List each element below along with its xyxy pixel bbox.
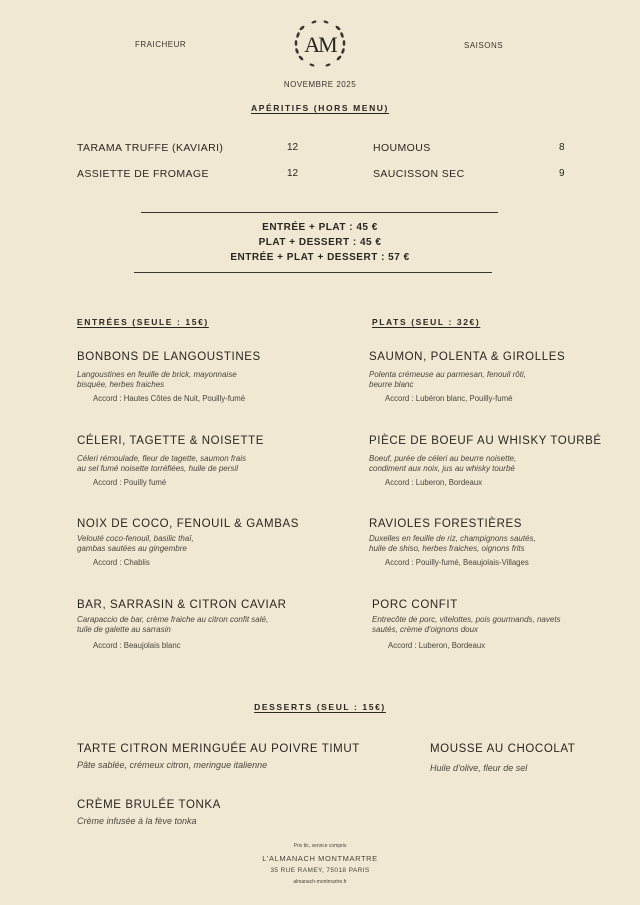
formula-line: ENTRÉE + PLAT + DESSERT : 57 € — [230, 252, 410, 263]
plats-title: PLATS (SEUL : 32€) — [372, 317, 481, 327]
plat-desc: beurre blanc — [369, 380, 414, 389]
entree-name: CÉLERI, TAGETTE & NOISETTE — [77, 435, 265, 447]
entree-desc: Céleri rémoulade, fleur de tagette, saumon frais — [77, 454, 246, 463]
dessert-desc: Pâte sablée, crémeux citron, meringue italienne — [77, 760, 268, 770]
aperitifs-title: APÉRITIFS (HORS MENU) — [251, 103, 389, 113]
plat-desc: Polenta crémeuse au parmesan, fenouil rôti, — [369, 370, 526, 379]
dessert-desc: Huile d'olive, fleur de sel — [430, 763, 528, 773]
plat-accord: Accord : Lubéron blanc, Pouilly-fumé — [385, 394, 513, 403]
entree-desc: Carapaccio de bar, crème fraiche au citron confit salé, — [77, 615, 269, 624]
menu-date: NOVEMBRE 2025 — [283, 80, 357, 89]
desserts-title: DESSERTS (SEUL : 15€) — [254, 702, 386, 712]
entree-name: NOIX DE COCO, FENOUIL & GAMBAS — [77, 518, 300, 530]
entree-name: BONBONS DE LANGOUSTINES — [77, 351, 261, 363]
footer-note: Prix ttc, service compris — [293, 843, 347, 849]
header-left-word: FRAICHEUR — [135, 40, 187, 49]
plat-desc: Entrecôte de porc, vitelottes, pois gourmands, navets — [372, 615, 561, 624]
entree-accord: Accord : Pouilly fumé — [93, 478, 167, 487]
entree-desc: tuile de galette au sarrasin — [77, 625, 171, 634]
aperitif-name: SAUCISSON SEC — [373, 168, 465, 180]
entree-desc: Velouté coco-fenouil, basilic thaï, — [77, 534, 194, 543]
entree-name: BAR, SARRASIN & CITRON CAVIAR — [77, 599, 287, 611]
aperitif-price: 12 — [287, 168, 299, 179]
header-right-word: SAISONS — [464, 41, 504, 50]
monogram-letters: AM — [304, 32, 336, 57]
plat-name: RAVIOLES FORESTIÈRES — [369, 518, 523, 530]
aperitif-name: HOUMOUS — [373, 142, 431, 154]
entree-accord: Accord : Chablis — [93, 558, 150, 567]
aperitif-price: 9 — [559, 168, 565, 179]
aperitif-price: 8 — [559, 142, 565, 153]
monogram-logo — [290, 16, 350, 74]
entree-desc: au sel fumé noisette torréfiées, huile de persil — [77, 464, 238, 473]
plat-desc: Duxelles en feuille de riz, champignons sautés, — [369, 534, 536, 543]
divider-top — [141, 212, 498, 213]
entree-desc: bisquée, herbes fraiches — [77, 380, 165, 389]
dessert-name: TARTE CITRON MERINGUÉE AU POIVRE TIMUT — [77, 743, 360, 755]
footer-website: almanach-montmartre.fr — [293, 879, 347, 885]
entree-accord: Accord : Beaujolais blanc — [93, 641, 181, 650]
entree-desc: gambas sautées au gingembre — [77, 544, 187, 553]
aperitif-price: 12 — [287, 142, 299, 153]
formula-line: PLAT + DESSERT : 45 € — [258, 237, 382, 248]
plat-desc: Boeuf, purée de céleri au beurre noisette, — [369, 454, 517, 463]
plat-desc: condiment aux noix, jus au whisky tourbé — [369, 464, 515, 473]
dessert-name: MOUSSE AU CHOCOLAT — [430, 743, 576, 755]
plat-desc: sautés, crème d'oignons doux — [372, 625, 479, 634]
plat-accord: Accord : Luberon, Bordeaux — [388, 641, 486, 650]
dessert-desc: Crème infusée à la fève tonka — [77, 816, 197, 826]
aperitif-name: ASSIETTE DE FROMAGE — [77, 168, 209, 180]
footer-address: 35 RUE RAMEY, 75018 PARIS — [270, 867, 370, 874]
dessert-name: CRÈME BRULÉE TONKA — [77, 799, 221, 811]
plat-name: PORC CONFIT — [372, 599, 458, 611]
entrees-title: ENTRÉES (SEULE : 15€) — [77, 317, 209, 327]
plat-desc: huile de shiso, herbes fraiches, oignons frits — [369, 544, 525, 553]
entree-accord: Accord : Hautes Côtes de Nuit, Pouilly-fumé — [93, 394, 246, 403]
aperitif-name: TARAMA TRUFFE (KAVIARI) — [77, 142, 224, 154]
footer-restaurant-name: L'ALMANACH MONTMARTRE — [262, 854, 378, 863]
entree-desc: Langoustines en feuille de brick, mayonnaise — [77, 370, 237, 379]
plat-name: PIÈCE DE BOEUF AU WHISKY TOURBÉ — [369, 435, 602, 447]
plat-accord: Accord : Luberon, Bordeaux — [385, 478, 483, 487]
formula-line: ENTRÉE + PLAT : 45 € — [262, 222, 378, 233]
plat-name: SAUMON, POLENTA & GIROLLES — [369, 351, 566, 363]
divider-bottom — [134, 272, 492, 273]
plat-accord: Accord : Pouilly-fumé, Beaujolais-Villages — [385, 558, 529, 567]
